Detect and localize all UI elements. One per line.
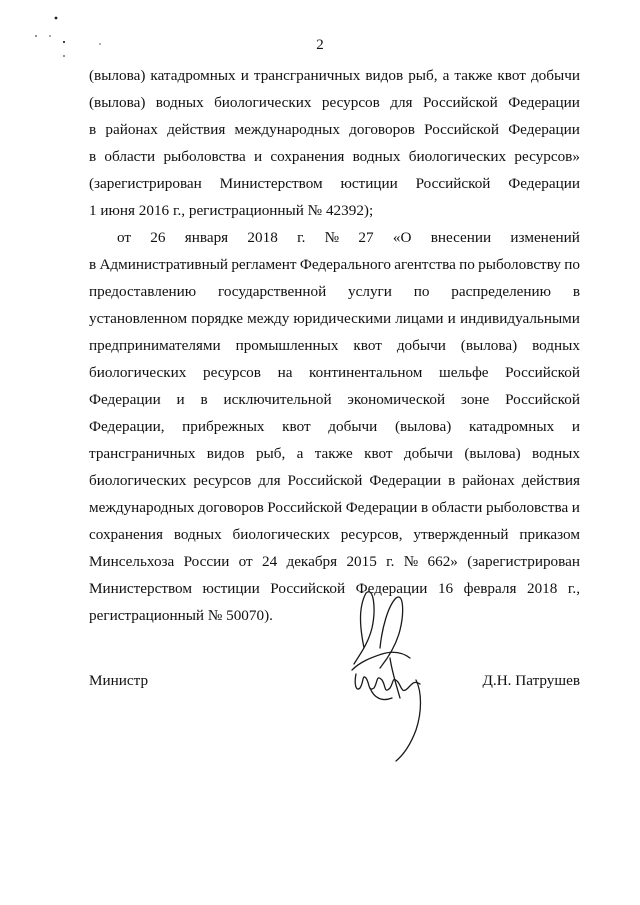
text-line: Минсельхоза России от 24 декабря 2015 г. № 662» (зарегистрирован [89, 553, 580, 570]
text-line: Федерации и в исключительной экономической зоне Российской [89, 391, 580, 408]
text-line: (вылова) водных биологических ресурсов для Российской Федерации [89, 94, 580, 111]
text-line: от 26 января 2018 г. № 27 «О внесении изменений [117, 229, 580, 246]
text-line: Министерством юстиции Российской Федерации 16 февраля 2018 г., [89, 580, 580, 597]
text-line: в районах действия международных договоров Российской Федерации [89, 121, 580, 138]
text-line: (зарегистрирован Министерством юстиции Российской Федерации [89, 175, 580, 192]
text-line: предоставлению государственной услуги по распределению в [89, 283, 580, 300]
text-line: в Административный регламент Федерального агентства по рыболовству по [89, 256, 580, 273]
text-line: регистрационный № 50070). [89, 607, 273, 624]
text-line: предпринимателями промышленных квот добычи (вылова) водных [89, 337, 580, 354]
page-number: 2 [316, 37, 324, 53]
text-line: международных договоров Российской Федерации в области рыболовства и [89, 499, 580, 516]
signatory-name: Д.Н. Патрушев [482, 672, 580, 689]
text-line: биологических ресурсов для Российской Федерации в районах действия [89, 472, 580, 489]
text-line: Федерации, прибрежных квот добычи (вылова) катадромных и [89, 418, 580, 435]
text-line: 1 июня 2016 г., регистрационный № 42392); [89, 202, 374, 219]
text-line: (вылова) катадромных и трансграничных видов рыб, а также квот добычи [89, 67, 580, 84]
text-line: в области рыболовства и сохранения водных биологических ресурсов» [89, 148, 580, 165]
text-line: трансграничных видов рыб, а также квот добычи (вылова) водных [89, 445, 580, 462]
text-line: биологических ресурсов на континентальном шельфе Российской [89, 364, 580, 381]
handwritten-signature [330, 588, 440, 763]
text-line: установленном порядке между юридическими лицами и индивидуальными [89, 310, 580, 327]
signatory-title: Министр [89, 672, 149, 689]
text-line: сохранения водных биологических ресурсов, утвержденный приказом [89, 526, 580, 543]
